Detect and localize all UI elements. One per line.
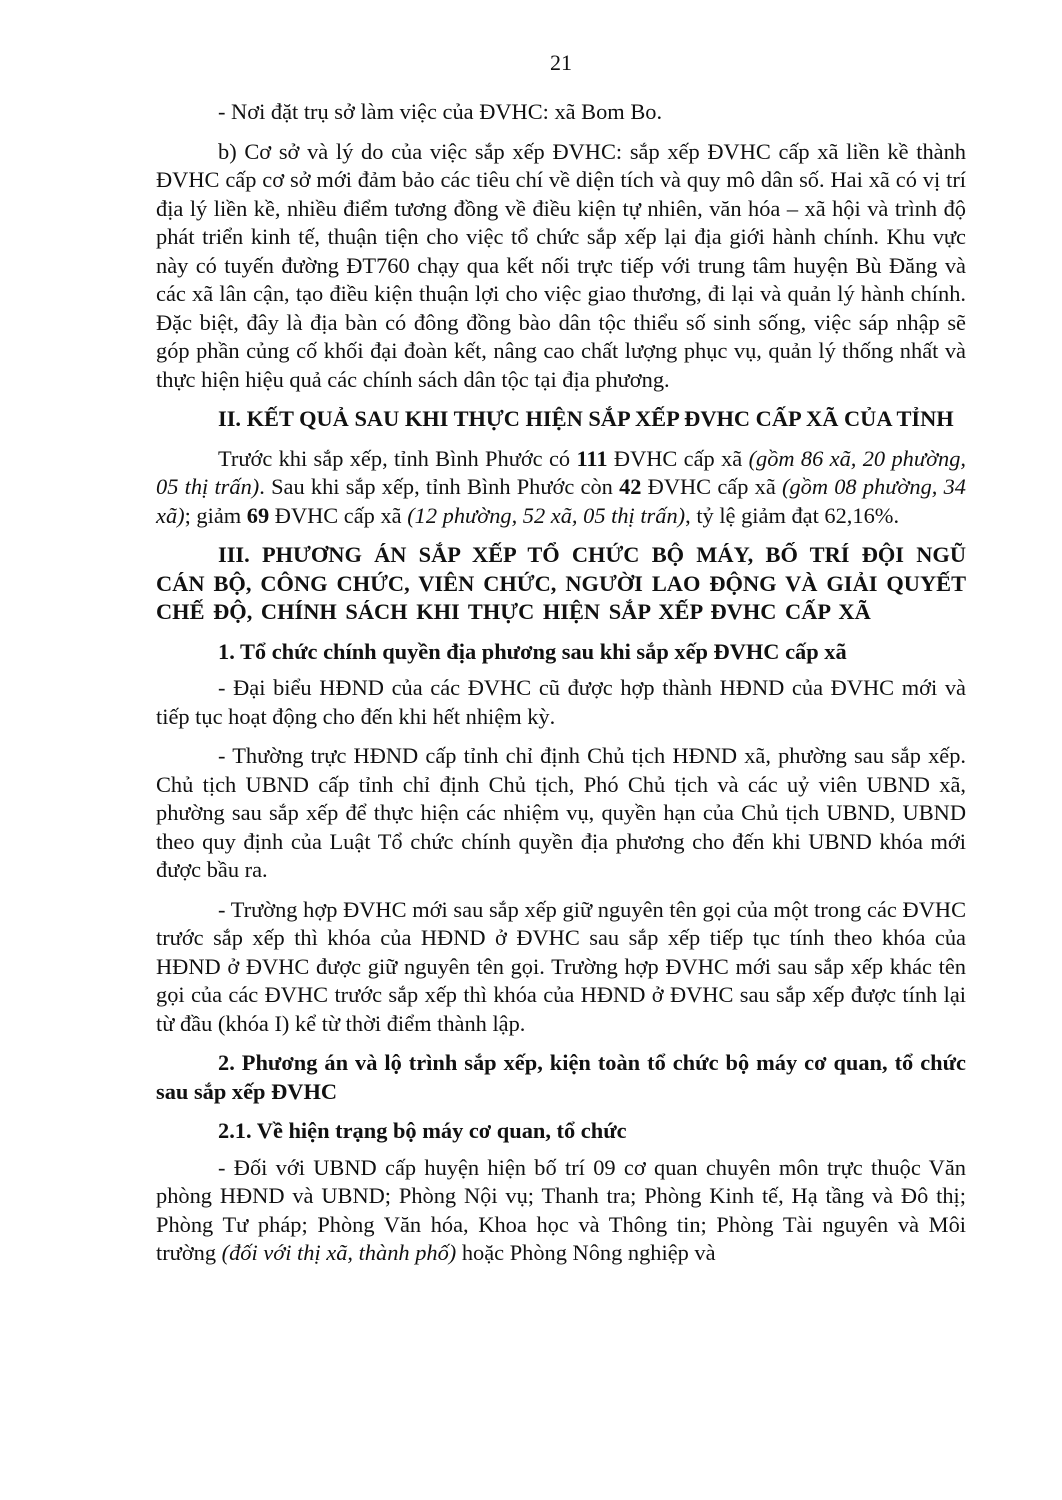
text-span: ĐVHC cấp xã bbox=[607, 445, 749, 471]
text-span: . Sau khi sắp xếp, tỉnh Bình Phước còn bbox=[259, 474, 620, 499]
heading-section-iii: III. PHƯƠNG ÁN SẮP XẾP TỔ CHỨC BỘ MÁY, BỐ TRÍ ĐỘI NGŨ CÁN BỘ, CÔNG CHỨC, VIÊN CHỨC, NGƯỜI LAO ĐỘNG VÀ GIẢI QUYẾT CHẾ ĐỘ, CHÍNH SÁCH KHI THỰC HIỆN SẮP XẾP ĐVHC CẤP XÃ bbox=[156, 542, 966, 624]
text-span: Trước khi sắp xếp, tỉnh Bình Phước có bbox=[218, 445, 577, 471]
paragraph-council-delegates: - Đại biểu HĐND của các ĐVHC cũ được hợp thành HĐND của ĐVHC mới và tiếp tục hoạt động cho đến khi hết nhiệm kỳ. bbox=[156, 675, 966, 729]
italic-note: (đối với thị xã, thành phố) bbox=[221, 1240, 457, 1265]
heading-subsection-2-1: 2.1. Về hiện trạng bộ máy cơ quan, tổ chức bbox=[218, 1118, 627, 1143]
bold-number: 42 bbox=[619, 474, 642, 499]
paragraph-district-agencies bbox=[156, 1154, 966, 1268]
paragraph-office-location: - Nơi đặt trụ sở làm việc của ĐVHC: xã Bom Bo. bbox=[218, 99, 663, 124]
text-span: - Đối với UBND cấp huyện hiện bố trí 09 cơ quan chuyên môn trực thuộc Văn phòng HĐND và UBND; Phòng Nội vụ; Thanh tra; Phòng Kinh tế, Hạ tầng và Đô thị; Phòng Tư pháp; Phòng Văn hóa, Khoa học và Thông tin; Phòng Tài nguyên và Môi trường bbox=[156, 1154, 966, 1265]
text-span: , tỷ lệ giảm đạt 62,16%. bbox=[685, 502, 900, 528]
text-span: ; giảm bbox=[184, 502, 247, 528]
text-span: hoặc Phòng Nông nghiệp và bbox=[456, 1240, 716, 1265]
paragraph-appointments: - Thường trực HĐND cấp tỉnh chỉ định Chủ tịch HĐND xã, phường sau sắp xếp. Chủ tịch UBND cấp tỉnh chỉ định Chủ tịch, Phó Chủ tịch và các uỷ viên UBND xã, phường sau sắp xếp để thực hiện các nhiệm vụ, quyền hạn của Chủ tịch UBND, UBND theo quy định của Luật Tổ chức chính quyền địa phương cho đến khi UBND khóa mới được bầu ra. bbox=[156, 743, 966, 882]
heading-subsection-1: 1. Tổ chức chính quyền địa phương sau khi sắp xếp ĐVHC cấp xã bbox=[218, 638, 847, 664]
page-number: 21 bbox=[550, 50, 572, 75]
text-span: ĐVHC cấp xã bbox=[641, 474, 782, 499]
heading-subsection-2: 2. Phương án và lộ trình sắp xếp, kiện toàn tổ chức bộ máy cơ quan, tổ chức sau sắp xếp ĐVHC bbox=[156, 1050, 966, 1104]
bold-number: 69 bbox=[246, 502, 270, 528]
bold-number: 111 bbox=[576, 445, 608, 471]
italic-note: (gồm 86 xã, 20 phường, 05 thị trấn) bbox=[156, 445, 967, 499]
paragraph-basis-reason: b) Cơ sở và lý do của việc sắp xếp ĐVHC: sắp xếp ĐVHC cấp xã liền kề thành ĐVHC cấp cơ sở mới đảm bảo các tiêu chí về diện tích và quy mô dân số. Hai xã có vị trí địa lý liền kề, nhiều điểm tương đồng về điều kiện tự nhiên, văn hóa – xã hội và trình độ phát triển kinh tế, thuận tiện cho việc tổ chức sắp xếp lại địa giới hành chính. Khu vực này có tuyến đường ĐT760 chạy qua kết nối trực tiếp với trung tâm huyện Bù Đăng và các xã lân cận, tạo điều kiện thuận lợi cho việc giao thương, đi lại và quản lý hành chính. Đặc biệt, đây là địa bàn có đông đồng bào dân tộc thiểu số sinh sống, việc sáp nhập sẽ góp phần củng cố khối đại đoàn kết, nâng cao chất lượng phục vụ, quản lý thống nhất và thực hiện hiệu quả các chính sách dân tộc tại địa phương. bbox=[156, 138, 966, 392]
italic-note: (12 phường, 52 xã, 05 thị trấn) bbox=[407, 502, 686, 528]
text-span: ĐVHC cấp xã bbox=[269, 502, 408, 528]
heading-section-ii: II. KẾT QUẢ SAU KHI THỰC HIỆN SẮP XẾP ĐVHC CẤP XÃ CỦA TỈNH bbox=[218, 406, 954, 431]
italic-note: (gồm 08 phường, 34 xã) bbox=[156, 474, 966, 528]
paragraph-results bbox=[156, 445, 966, 531]
paragraph-term-naming: - Trường hợp ĐVHC mới sau sắp xếp giữ nguyên tên gọi của một trong các ĐVHC trước sắp xếp thì khóa của HĐND ở ĐVHC sau sắp xếp tiếp tục tính theo khóa của HĐND ở ĐVHC được giữ nguyên tên gọi. Trường hợp ĐVHC mới sau sắp xếp khác tên gọi của các ĐVHC trước sắp xếp thì khóa của HĐND ở ĐVHC sau sắp xếp được tính lại từ đầu (khóa I) kể từ thời điểm thành lập. bbox=[156, 896, 966, 1036]
